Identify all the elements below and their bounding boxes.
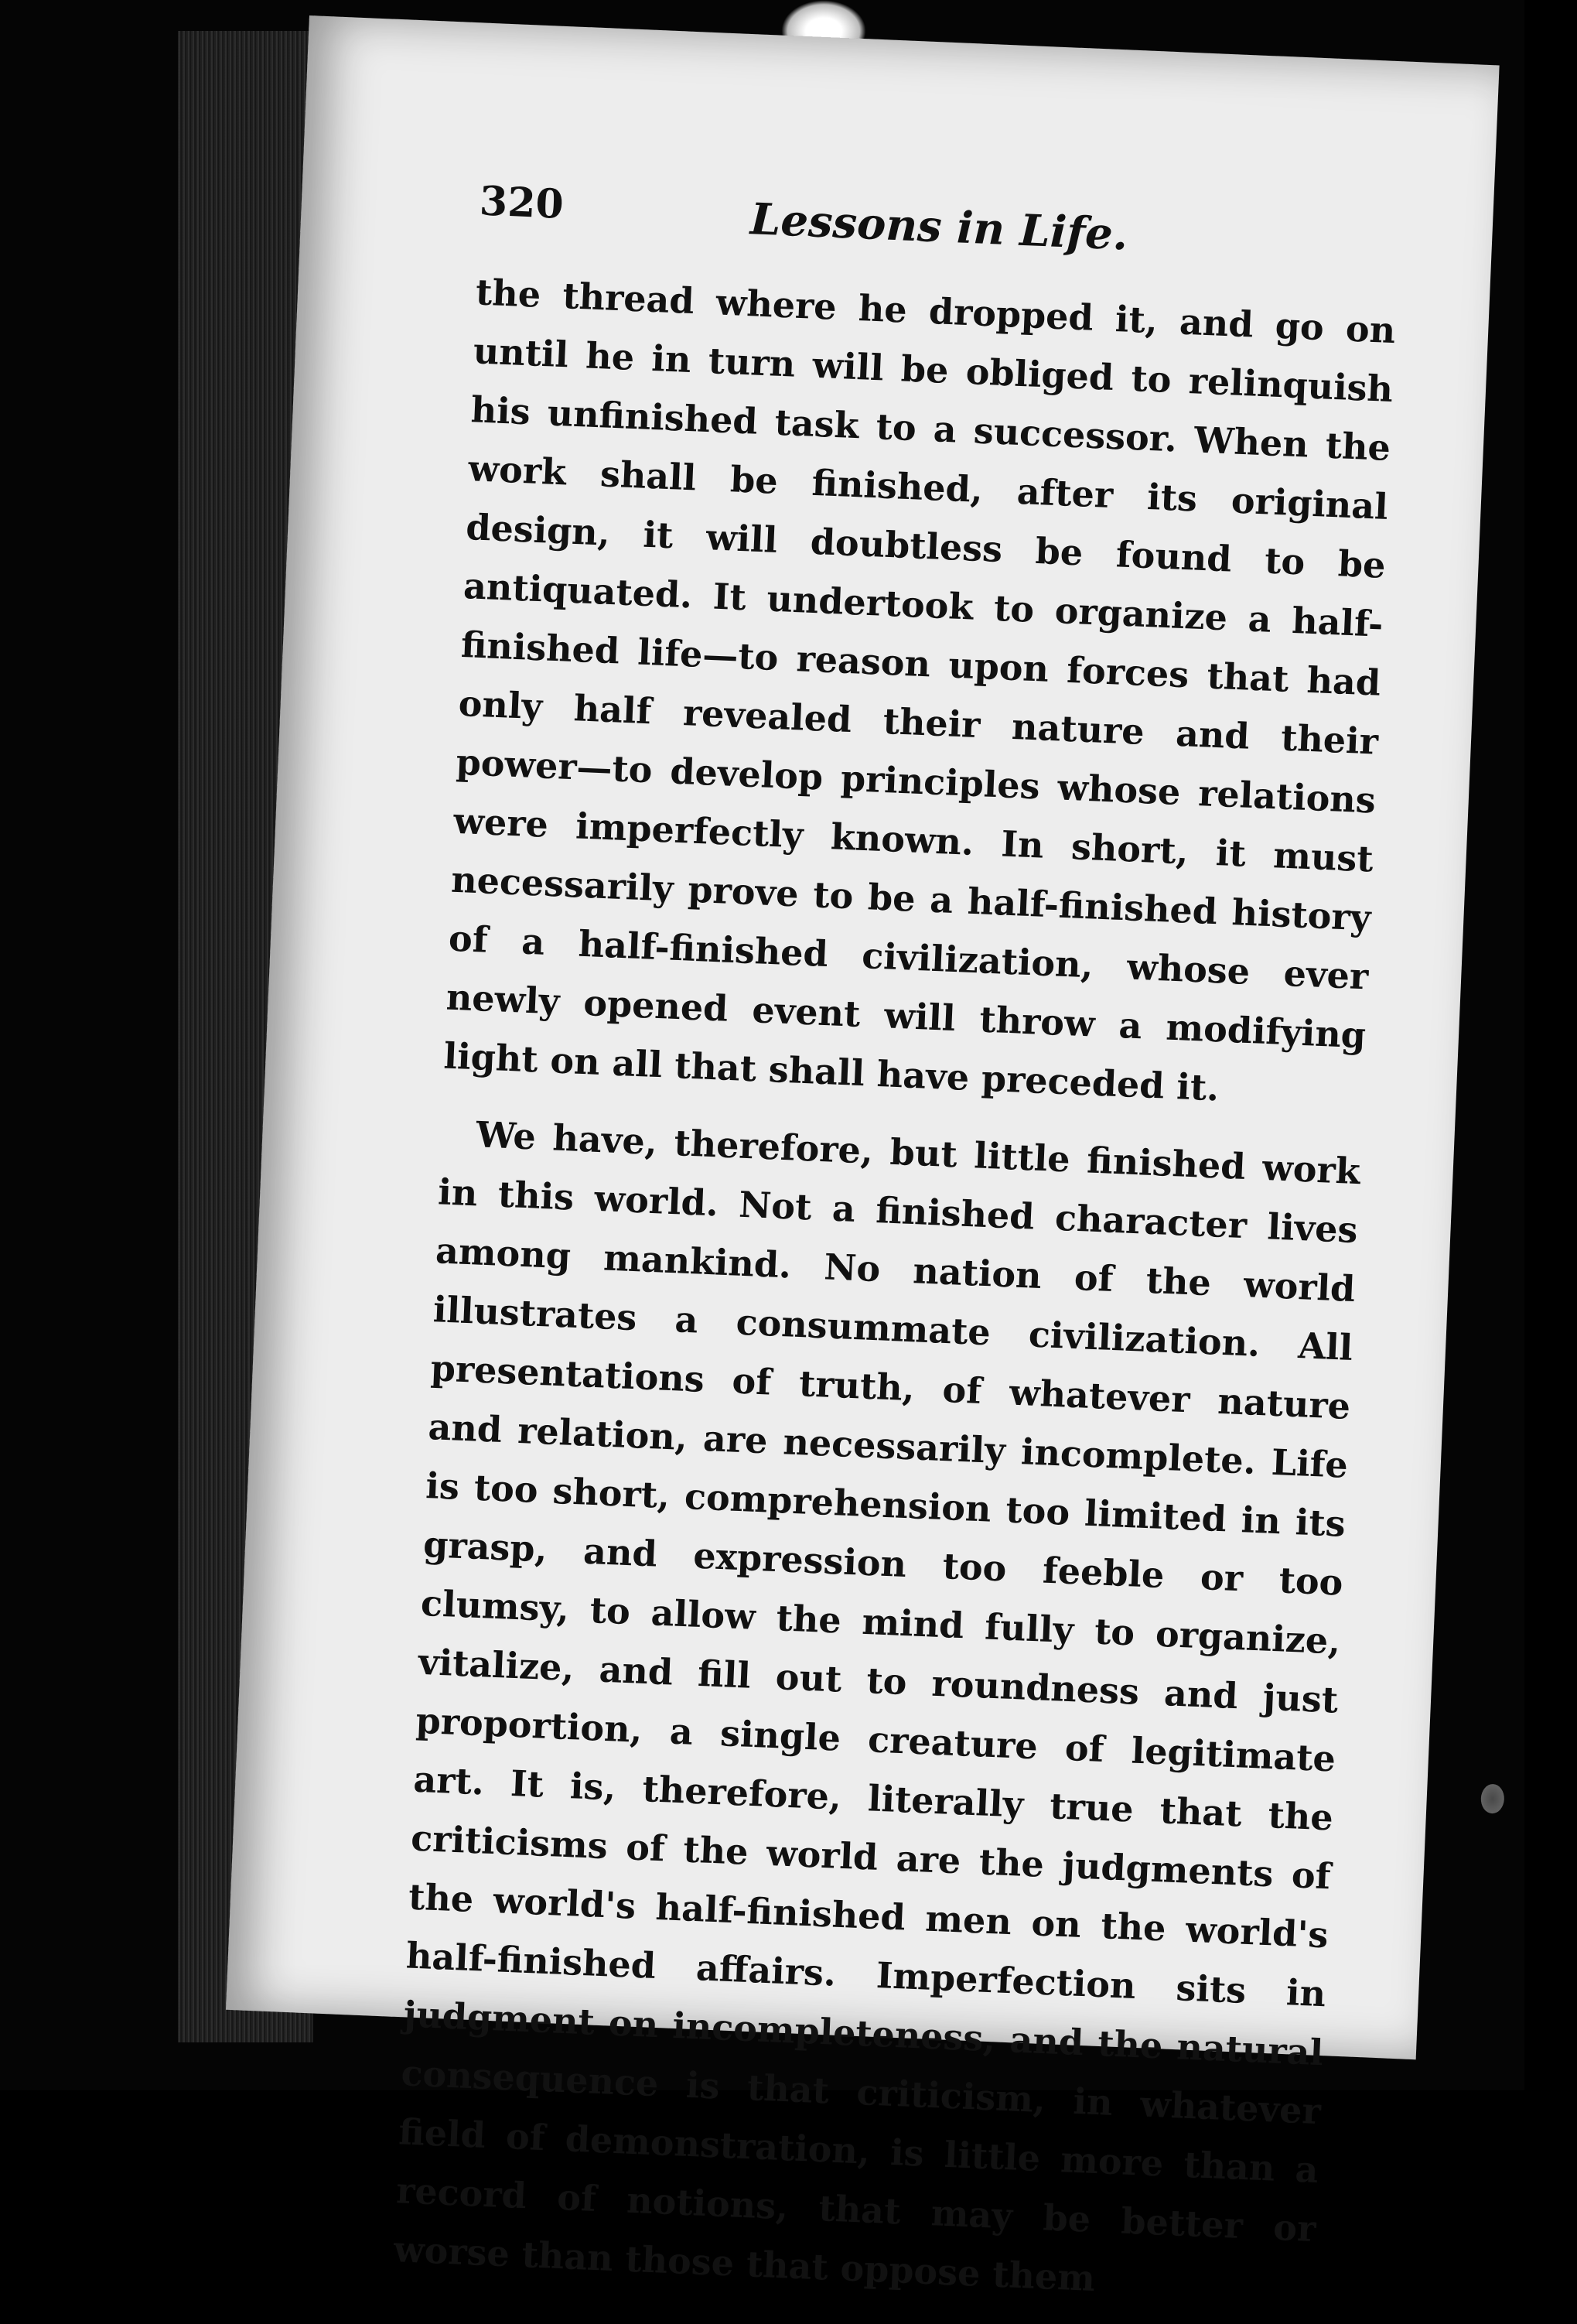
book-page xyxy=(226,15,1500,2300)
paragraph: We have, therefore, but little finished work in this world. Not a finished character lives among mankind. No nation of the world illustrates a consummate civilization. All presentations of truth, of whatever nature and relation, are necessarily incomplete. Life is too short, comprehension too limited in its grasp, and expression too feeble or too clumsy, to allow the mind fully to organize, vitalize, and fill out to roundness and just proportion, a single creature of legitimate art. It is, therefore, literally true that the criticisms of the world are the judgments of the world's half-finished men on the world's half-finished affairs. Imperfection sits in judgment on incompleteness, and the natural consequence is that criticism, in whatever field of demonstration, is little more than a record of notions, that may be better or worse than those that oppose them xyxy=(393,1113,1361,2300)
page-number: 320 xyxy=(478,177,565,228)
page-stain xyxy=(1480,1783,1505,1813)
paragraph-continuation: the thread where he dropped it, and go on until he in turn will be obliged to relinquish his unfinished task to a successor. When the work shall be finished, after its original design, it will doubtless be found to be antiquated. It undertook to organize a half-finished life—to reason upon forces that had only half revealed their nature and their power—to develop principles whose relations were imperfectly known. In short, it must necessarily prove to be a half-finished history of a half-finished civilization, whose ever newly opened event will throw a modifying light on all that shall have preceded it. xyxy=(442,271,1397,1109)
page-text-block xyxy=(393,177,1401,2316)
running-title: Lessons in Life. xyxy=(749,193,1129,261)
